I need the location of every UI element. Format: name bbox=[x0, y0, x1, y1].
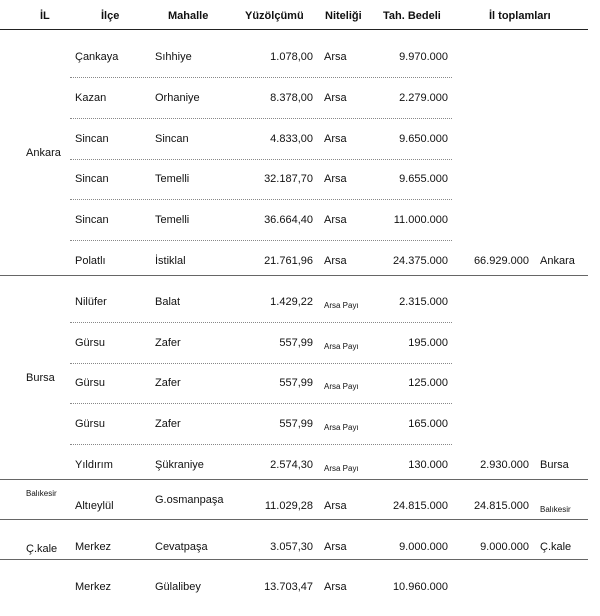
row-divider bbox=[70, 159, 452, 160]
row-yuzolcumu: 1.429,22 bbox=[270, 295, 313, 308]
row-il-total-label: Balıkesir bbox=[540, 504, 571, 514]
group-divider bbox=[0, 479, 588, 480]
row-mahalle: Orhaniye bbox=[155, 91, 200, 104]
row-nitelik: Arsa Payı bbox=[324, 423, 359, 433]
row-divider bbox=[70, 403, 452, 404]
row-divider bbox=[70, 322, 452, 323]
row-ilce: Yıldırım bbox=[75, 459, 113, 471]
row-nitelik: Arsa Payı bbox=[324, 464, 359, 473]
row-ilce: Kazan bbox=[75, 91, 107, 104]
header-ilce: İlçe bbox=[101, 10, 120, 22]
row-ilce: Polatlı bbox=[75, 255, 106, 267]
header-divider bbox=[0, 29, 588, 30]
row-nitelik: Arsa bbox=[324, 214, 347, 227]
group-divider bbox=[0, 275, 588, 276]
row-ilce: Altıeylül bbox=[75, 499, 114, 512]
row-tah-bedeli: 2.279.000 bbox=[399, 91, 448, 104]
row-nitelik: Arsa Payı bbox=[324, 341, 359, 351]
row-ilce: Gürsu bbox=[75, 336, 105, 349]
row-il-label: Ankara bbox=[26, 147, 61, 159]
row-mahalle: Gülalibey bbox=[155, 581, 201, 594]
group-divider bbox=[0, 559, 588, 560]
row-nitelik: Arsa bbox=[324, 132, 347, 145]
row-il-total-label: Ç.kale bbox=[540, 540, 572, 553]
row-il-total: 2.930.000 bbox=[480, 459, 529, 471]
row-nitelik: Arsa bbox=[324, 255, 347, 267]
row-divider bbox=[70, 363, 452, 364]
row-ilce: Merkez bbox=[75, 581, 112, 594]
header-niteligi: Niteliği bbox=[325, 10, 362, 22]
header-mahalle: Mahalle bbox=[168, 10, 209, 22]
row-mahalle: G.osmanpaşa bbox=[155, 493, 224, 506]
row-tah-bedeli: 2.315.000 bbox=[399, 295, 448, 308]
row-divider bbox=[70, 199, 452, 200]
row-tah-bedeli: 130.000 bbox=[408, 459, 448, 471]
row-mahalle: Temelli bbox=[155, 173, 190, 186]
row-nitelik: Arsa bbox=[324, 91, 347, 104]
row-yuzolcumu: 11.029,28 bbox=[264, 499, 313, 512]
row-tah-bedeli: 9.000.000 bbox=[399, 540, 448, 553]
row-ilce: Gürsu bbox=[75, 418, 105, 431]
row-mahalle: Zafer bbox=[155, 336, 181, 349]
row-tah-bedeli: 11.000.000 bbox=[393, 214, 448, 227]
row-nitelik: Arsa bbox=[324, 51, 347, 63]
row-yuzolcumu: 4.833,00 bbox=[270, 132, 313, 145]
header-tah-bedeli: Tah. Bedeli bbox=[383, 10, 441, 22]
row-il-label: Bursa bbox=[26, 372, 55, 384]
row-tah-bedeli: 10.960.000 bbox=[392, 581, 448, 594]
row-nitelik: Arsa bbox=[324, 540, 347, 553]
row-yuzolcumu: 557,99 bbox=[279, 377, 313, 390]
row-nitelik: Arsa bbox=[324, 173, 347, 186]
row-yuzolcumu: 2.574,30 bbox=[270, 459, 313, 471]
row-yuzolcumu: 21.761,96 bbox=[264, 255, 313, 267]
row-mahalle: Şükraniye bbox=[155, 459, 204, 471]
row-il-label: Balıkesir bbox=[26, 489, 57, 498]
row-mahalle: Zafer bbox=[155, 377, 181, 390]
row-ilce: Gürsu bbox=[75, 377, 105, 390]
row-nitelik: Arsa bbox=[324, 499, 347, 512]
row-yuzolcumu: 1.078,00 bbox=[270, 51, 313, 63]
header-yuzolcumu: Yüzölçümü bbox=[245, 10, 304, 22]
row-yuzolcumu: 8.378,00 bbox=[270, 91, 313, 104]
row-ilce: Sincan bbox=[75, 173, 109, 186]
row-mahalle: Sincan bbox=[155, 132, 189, 145]
row-ilce: Sincan bbox=[75, 214, 109, 227]
row-tah-bedeli: 9.970.000 bbox=[399, 51, 448, 63]
row-mahalle: Balat bbox=[155, 295, 181, 308]
row-il-total: 9.000.000 bbox=[480, 540, 529, 553]
row-divider bbox=[70, 240, 452, 241]
row-il-label: Ç.kale bbox=[26, 543, 58, 555]
header-il-toplamlari: İl toplamları bbox=[489, 10, 551, 22]
row-divider bbox=[70, 77, 452, 78]
row-yuzolcumu: 3.057,30 bbox=[270, 540, 313, 553]
row-il-total: 24.815.000 bbox=[473, 499, 529, 512]
row-yuzolcumu: 557,99 bbox=[279, 418, 313, 431]
row-tah-bedeli: 165.000 bbox=[408, 418, 448, 431]
row-mahalle: Cevatpaşa bbox=[155, 540, 208, 553]
row-mahalle: Temelli bbox=[155, 214, 190, 227]
row-mahalle: Sıhhiye bbox=[155, 51, 192, 63]
row-tah-bedeli: 9.650.000 bbox=[399, 132, 448, 145]
row-nitelik: Arsa Payı bbox=[324, 300, 359, 310]
row-nitelik: Arsa bbox=[324, 581, 347, 594]
row-mahalle: Zafer bbox=[155, 418, 181, 431]
header-il: İL bbox=[40, 10, 50, 22]
row-tah-bedeli: 9.655.000 bbox=[399, 173, 448, 186]
row-yuzolcumu: 36.664,40 bbox=[264, 214, 313, 227]
row-il-total-label: Bursa bbox=[540, 459, 569, 471]
row-ilce: Merkez bbox=[75, 540, 112, 553]
group-divider bbox=[0, 519, 588, 520]
row-ilce: Çankaya bbox=[75, 51, 119, 63]
row-divider bbox=[70, 444, 452, 445]
row-il-total: 66.929.000 bbox=[473, 255, 529, 267]
row-tah-bedeli: 195.000 bbox=[408, 336, 448, 349]
row-tah-bedeli: 125.000 bbox=[408, 377, 448, 390]
row-mahalle: İstiklal bbox=[155, 255, 186, 267]
row-tah-bedeli: 24.815.000 bbox=[392, 499, 448, 512]
row-yuzolcumu: 557,99 bbox=[279, 336, 313, 349]
row-yuzolcumu: 13.703,47 bbox=[264, 581, 313, 594]
row-yuzolcumu: 32.187,70 bbox=[264, 173, 313, 186]
row-tah-bedeli: 24.375.000 bbox=[392, 255, 448, 267]
row-nitelik: Arsa Payı bbox=[324, 382, 359, 392]
row-ilce: Sincan bbox=[75, 132, 109, 145]
row-divider bbox=[70, 118, 452, 119]
row-il-total-label: Ankara bbox=[540, 255, 575, 267]
row-ilce: Nilüfer bbox=[75, 295, 107, 308]
